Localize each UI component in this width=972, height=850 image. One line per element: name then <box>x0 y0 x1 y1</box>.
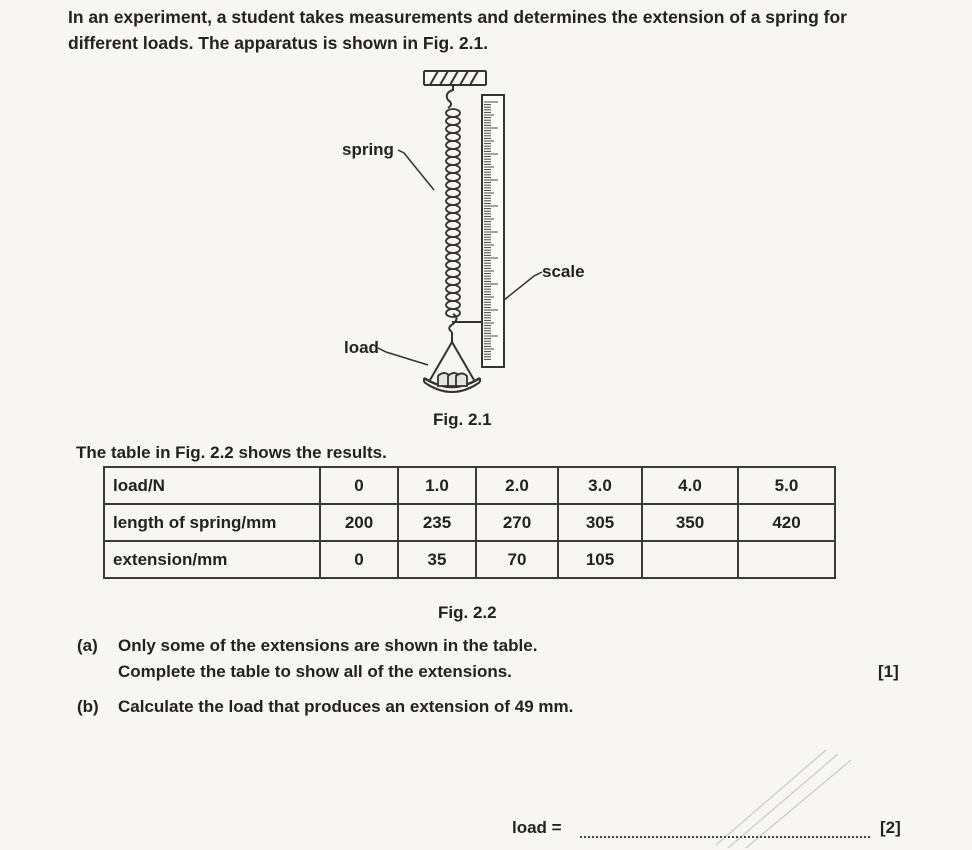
table-cell: 1.0 <box>398 467 476 504</box>
table-cell: 35 <box>398 541 476 578</box>
table-cell: 4.0 <box>642 467 738 504</box>
scale-label: scale <box>542 262 585 281</box>
masses <box>438 373 467 386</box>
table-cell: 0 <box>320 467 398 504</box>
table-cell: 70 <box>476 541 558 578</box>
table-cell: 420 <box>738 504 835 541</box>
load-label: load <box>344 338 379 357</box>
table-cell: 0 <box>320 541 398 578</box>
fig-2-1-caption: Fig. 2.1 <box>433 410 492 429</box>
results-table <box>103 466 836 579</box>
spring-top-hook <box>447 85 453 108</box>
row-label: length of spring/mm <box>104 504 320 541</box>
ceiling-support <box>424 71 486 85</box>
extension-row <box>104 541 835 578</box>
question-a-line2: Complete the table to show all of the extensions. <box>118 662 512 681</box>
table-cell: 5.0 <box>738 467 835 504</box>
spring-label: spring <box>342 140 394 159</box>
table-cell: 270 <box>476 504 558 541</box>
intro-paragraph: In an experiment, a student takes measurements and determines the extension of a spring for different loads. The apparatus is shown in Fig. 2.1. <box>68 7 847 53</box>
spring-coils <box>446 109 460 317</box>
question-a-line1: Only some of the extensions are shown in the table. <box>118 636 538 655</box>
question-b-marks: [2] <box>880 818 901 837</box>
row-label: extension/mm <box>104 541 320 578</box>
faint-stamp-mark <box>706 740 856 850</box>
fig-2-2-caption: Fig. 2.2 <box>438 603 497 622</box>
answer-label: load = <box>512 818 562 837</box>
table-cell: 350 <box>642 504 738 541</box>
row-label: load/N <box>104 467 320 504</box>
table-cell: 305 <box>558 504 642 541</box>
table-intro: The table in Fig. 2.2 shows the results. <box>76 443 387 462</box>
question-b-marker: (b) <box>77 697 99 716</box>
answer-cell[interactable] <box>738 541 835 578</box>
table-cell: 235 <box>398 504 476 541</box>
table-cell: 200 <box>320 504 398 541</box>
table-cell: 105 <box>558 541 642 578</box>
answer-cell[interactable] <box>642 541 738 578</box>
question-a-marker: (a) <box>77 636 98 655</box>
apparatus-diagram <box>320 60 620 405</box>
question-a-marks: [1] <box>878 662 899 681</box>
answer-line[interactable] <box>580 836 870 838</box>
table-cell: 2.0 <box>476 467 558 504</box>
table-cell: 3.0 <box>558 467 642 504</box>
load-row <box>104 467 835 504</box>
question-b-text: Calculate the load that produces an extension of 49 mm. <box>118 697 574 716</box>
length-row <box>104 504 835 541</box>
